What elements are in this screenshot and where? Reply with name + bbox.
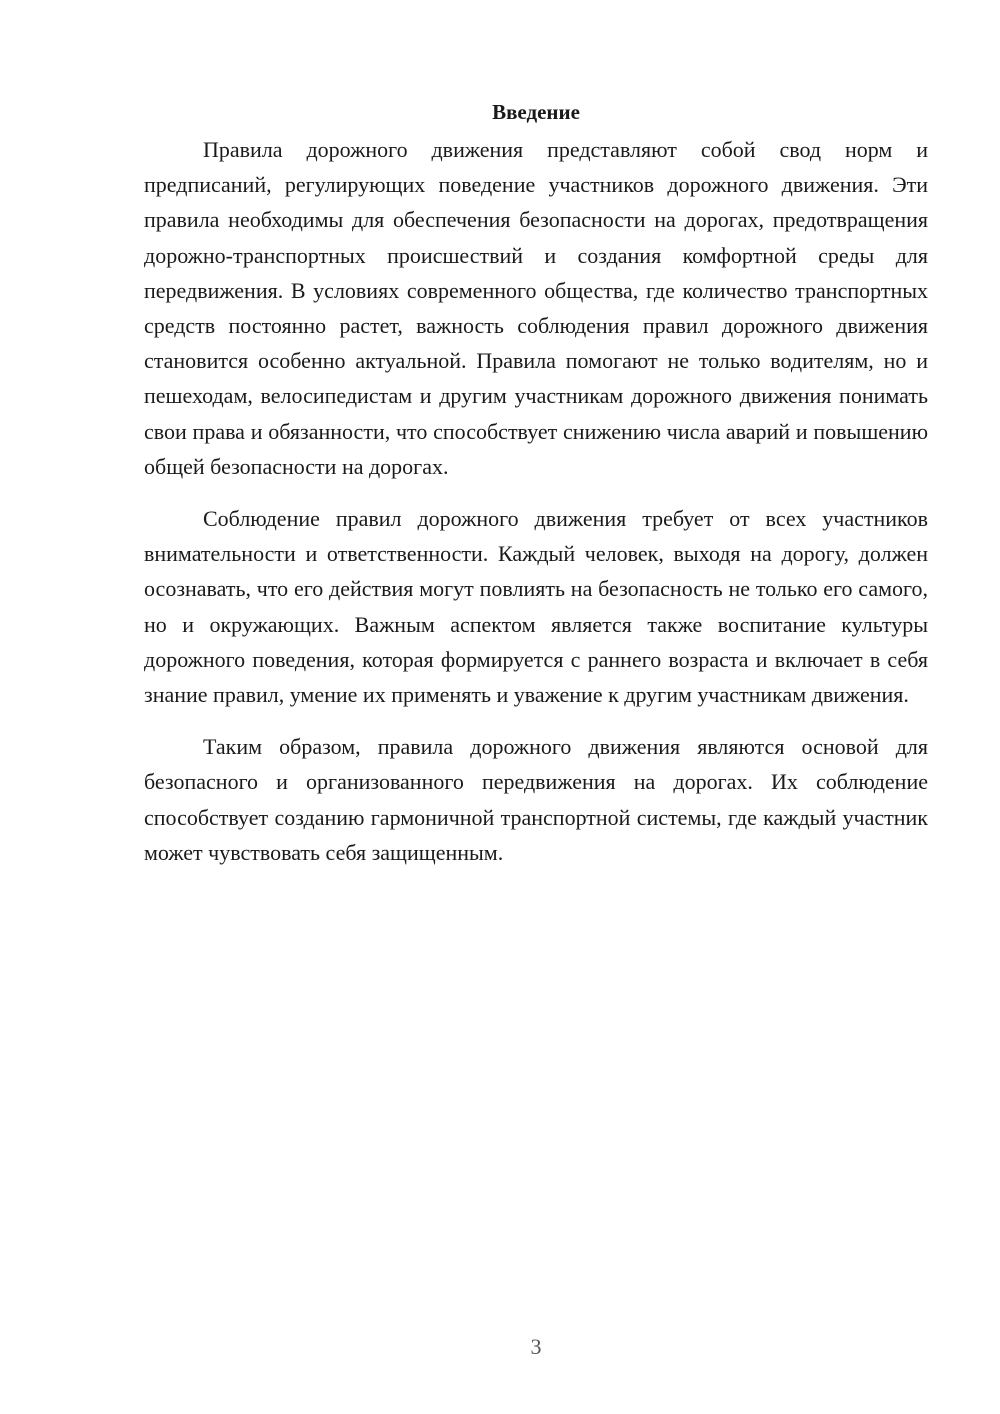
section-heading: Введение bbox=[492, 100, 580, 124]
page-content bbox=[144, 96, 928, 870]
paragraph-3: Таким образом, правила дорожного движения являются основой для безопасного и организованного передвижения на дорогах. Их соблюдение способствует созданию гармоничной транспортной системы, где каждый участник может чувствовать себя защищенным. bbox=[144, 734, 928, 865]
page-number: 3 bbox=[530, 1334, 542, 1359]
paragraph-1: Правила дорожного движения представляют собой свод норм и предписаний, регулирующих поведение участников дорожного движения. Эти правила необходимы для обеспечения безопасности на дорогах, предотвращения дорожно-транспортных происшествий и создания комфортной среды для передвижения. В условиях современного общества, где количество транспортных средств постоянно растет, важность соблюдения правил дорожного движения становится особенно актуальной. Правила помогают не только водителям, но и пешеходам, велосипедистам и другим участникам дорожного движения понимать свои права и обязанности, что способствует снижению числа аварий и повышению общей безопасности на дорогах. bbox=[144, 137, 928, 479]
paragraph-2: Соблюдение правил дорожного движения требует от всех участников внимательности и ответственности. Каждый человек, выходя на дорогу, должен осознавать, что его действия могут повлиять на безопасность не только его самого, но и окружающих. Важным аспектом является также воспитание культуры дорожного поведения, которая формируется с раннего возраста и включает в себя знание правил, умение их применять и уважение к другим участникам движения. bbox=[144, 506, 928, 708]
